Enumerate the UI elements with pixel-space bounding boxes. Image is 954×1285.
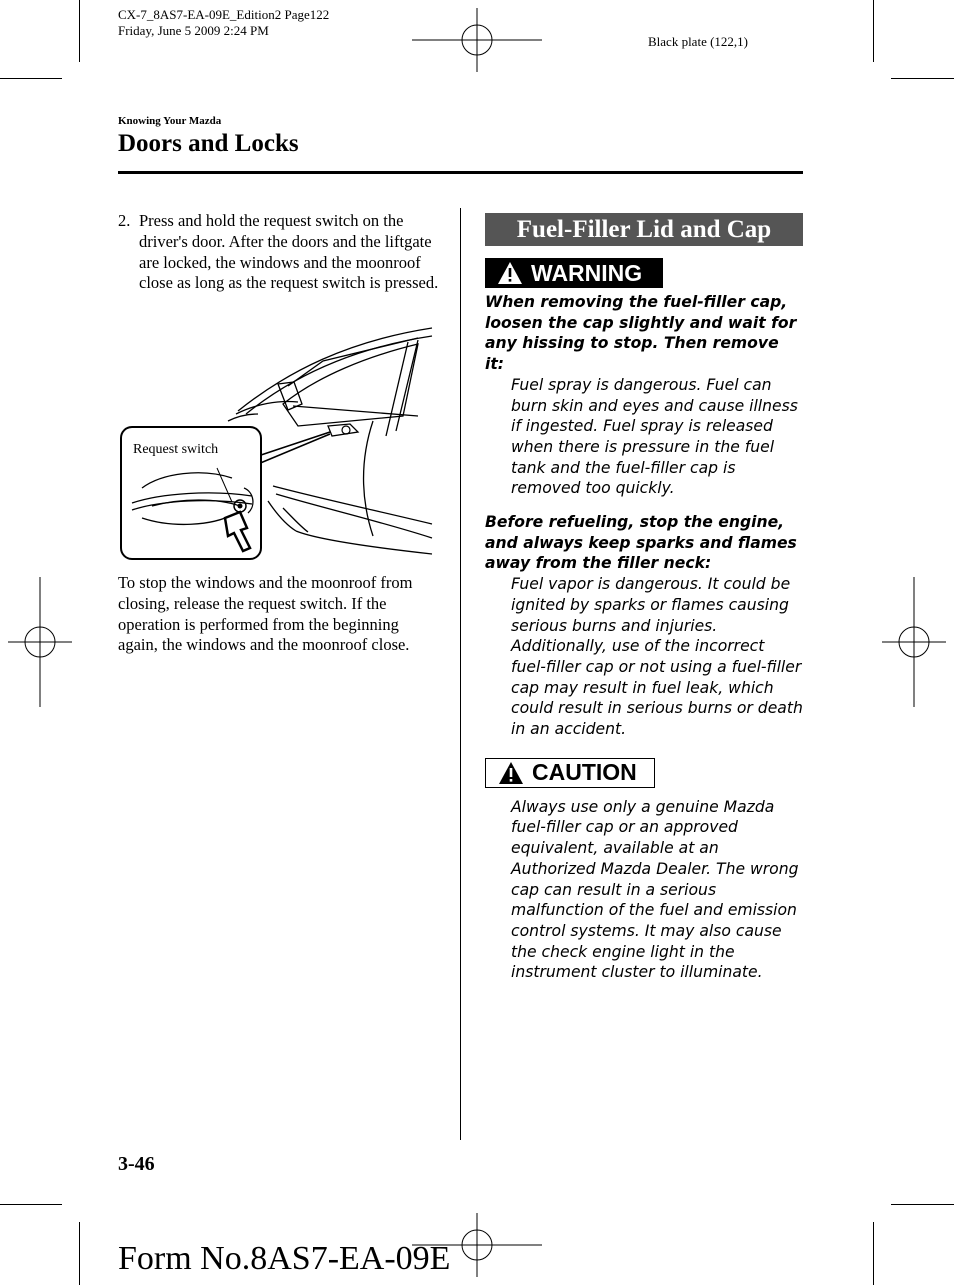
crop-mark [891,1204,954,1205]
registration-mark-icon [8,577,72,707]
page-number: 3-46 [118,1153,155,1175]
chapter-title: Doors and Locks [118,130,299,157]
crop-mark [79,0,80,62]
door-request-switch-figure [118,326,436,562]
figure-label: Request switch [133,442,219,457]
form-number: Form No.8AS7-EA-09E [118,1240,451,1277]
caution-label: CAUTION [532,759,637,786]
step-text: Press and hold the request switch on the driver's door. After the doors and the liftgate are locked, the windows and the moonroof close as long as the request switch is pressed. [139,211,439,293]
crop-mark [79,1222,80,1285]
registration-mark-icon [412,8,542,72]
warning-label: WARNING [531,259,643,286]
section-label: Knowing Your Mazda [118,115,222,127]
warning-heading: Before refueling, stop the engine, and always keep sparks and flames away from the filler neck: [485,513,797,573]
caution-triangle-icon [498,761,524,785]
door-handle-illustration [122,428,260,558]
crop-mark [0,78,62,79]
crop-mark [873,1222,874,1285]
step-item [118,211,440,294]
left-column [118,211,440,294]
warning-heading: When removing the fuel-filler cap, loosen the cap slightly and wait for any hissing to stop. Then remove it: [485,293,797,374]
request-switch-callout [120,426,262,560]
warning-body: Fuel spray is dangerous. Fuel can burn skin and eyes and cause illness if ingested. Fuel spray is released when there is pressure in the fuel tank and the fuel-filler cap is removed too quickly. [511,375,798,498]
header-rule [118,171,803,174]
print-info-line: CX-7_8AS7-EA-09E_Edition2 Page122 [118,7,330,22]
column-divider [460,208,461,1140]
crop-mark [0,1204,62,1205]
warning-body: Fuel vapor is dangerous. It could be ignited by sparks or flames causing serious burns and injuries. Additionally, use of the incorrect fuel-filler cap or not using a fuel-filler cap may result in fuel leak, which could result in serious burns or death in an accident. [511,575,803,739]
caution-text: Always use only a genuine Mazda fuel-filler cap or an approved equivalent, available at an Authorized Mazda Dealer. The wrong cap can result in a serious malfunction of the fuel and emission control systems. It may also cause the check engine light in the instrument cluster to illuminate. [511,797,799,982]
crop-mark [891,78,954,79]
arrow-up-icon [225,512,250,551]
left-paragraph: To stop the windows and the moonroof from closing, release the request switch. If the operation is performed from the beginning again, the windows and the moonroof close. [118,573,413,655]
warning-badge [485,258,663,288]
caution-badge [485,758,655,788]
warning-item [485,292,803,499]
crop-mark [873,0,874,62]
step-number: 2. [118,211,131,230]
warning-triangle-icon [497,261,523,285]
warning-item [485,512,803,740]
right-column [485,213,803,983]
section-title: Fuel-Filler Lid and Cap [485,213,803,246]
print-info [118,7,329,39]
plate-label: Black plate (122,1) [648,34,748,49]
print-info-line: Friday, June 5 2009 2:24 PM [118,23,269,38]
registration-mark-icon [882,577,946,707]
